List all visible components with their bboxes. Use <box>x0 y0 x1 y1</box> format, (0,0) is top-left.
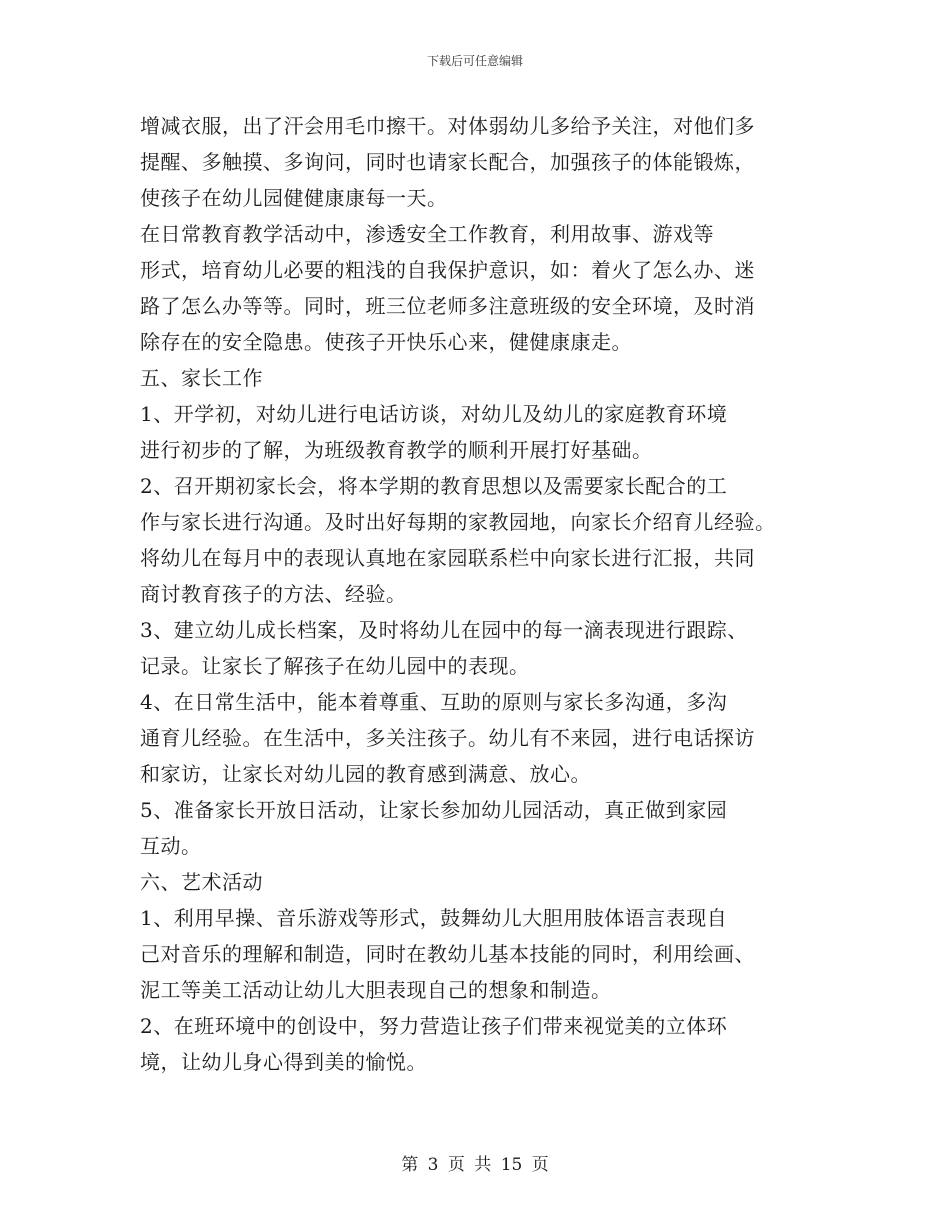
text-line: 商讨教育孩子的方法、经验。 <box>140 582 407 606</box>
text-line: 4、在日常生活中，能本着尊重、互助的原则与家长多沟通，多沟 <box>140 690 728 714</box>
document-body <box>140 108 830 1080</box>
page-footer: 第 3 页 共 15 页 <box>401 1155 549 1175</box>
text-line: 1、利用早操、音乐游戏等形式，鼓舞幼儿大胆用肢体语言表现自 <box>140 906 728 930</box>
text-line: 1、开学初，对幼儿进行电话访谈，对幼儿及幼儿的家庭教育环境 <box>140 402 728 426</box>
text-line: 和家访，让家长对幼儿园的教育感到满意、放心。 <box>140 762 591 786</box>
text-line: 形式，培育幼儿必要的粗浅的自我保护意识，如：着火了怎么办、迷 <box>140 258 755 282</box>
text-line: 2、召开期初家长会，将本学期的教育思想以及需要家长配合的工 <box>140 474 728 498</box>
page-header: 下载后可任意编辑 <box>426 54 523 68</box>
text-line: 在日常教育教学活动中，渗透安全工作教育，利用故事、游戏等 <box>140 222 714 246</box>
text-line: 己对音乐的理解和制造，同时在教幼儿基本技能的同时，利用绘画、 <box>140 942 755 966</box>
text-line: 记录。让家长了解孩子在幼儿园中的表现。 <box>140 654 530 678</box>
section-heading: 六、艺术活动 <box>140 870 263 894</box>
text-line: 使孩子在幼儿园健健康康每一天。 <box>140 186 448 210</box>
section-heading: 五、家长工作 <box>140 366 263 390</box>
text-line: 5、准备家长开放日活动，让家长参加幼儿园活动，真正做到家园 <box>140 798 728 822</box>
text-line: 提醒、多触摸、多询问，同时也请家长配合，加强孩子的体能锻炼， <box>140 150 755 174</box>
text-line: 互动。 <box>140 834 202 858</box>
text-line: 3、建立幼儿成长档案，及时将幼儿在园中的每一滴表现进行跟踪、 <box>140 618 748 642</box>
text-line: 路了怎么办等等。同时，班三位老师多注意班级的安全环境，及时消 <box>140 294 755 318</box>
text-line: 除存在的安全隐患。使孩子开快乐心来，健健康康走。 <box>140 330 632 354</box>
text-line: 增减衣服，出了汗会用毛巾擦干。对体弱幼儿多给予关注，对他们多 <box>140 114 755 138</box>
text-line: 2、在班环境中的创设中，努力营造让孩子们带来视觉美的立体环 <box>140 1014 728 1038</box>
text-line: 作与家长进行沟通。及时出好每期的家教园地，向家长介绍育儿经验。 <box>140 510 776 534</box>
text-line: 泥工等美工活动让幼儿大胆表现自己的想象和制造。 <box>140 978 612 1002</box>
text-line: 将幼儿在每月中的表现认真地在家园联系栏中向家长进行汇报，共同 <box>140 546 755 570</box>
text-line: 进行初步的了解，为班级教育教学的顺利开展打好基础。 <box>140 438 653 462</box>
text-line: 境，让幼儿身心得到美的愉悦。 <box>140 1050 427 1074</box>
text-line: 通育儿经验。在生活中，多关注孩子。幼儿有不来园，进行电话探访 <box>140 726 755 750</box>
